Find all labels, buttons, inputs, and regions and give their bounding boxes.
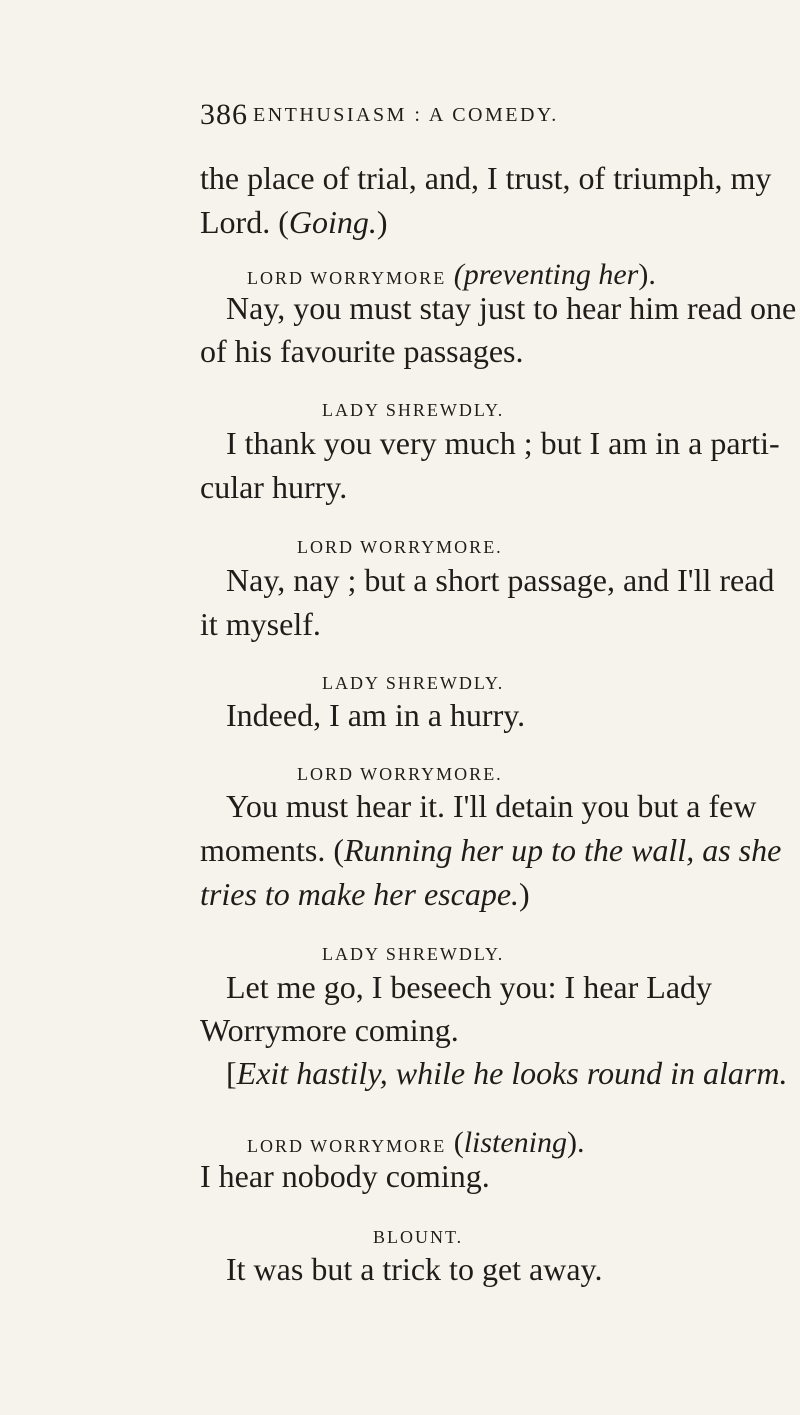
text-line: I thank you very much ; but I am in a parti- [226, 425, 780, 461]
text-line: Indeed, I am in a hurry. [226, 697, 526, 733]
text-line: It was but a trick to get away. [226, 1251, 603, 1287]
text-line: Let me go, I beseech you: I hear Lady [226, 969, 713, 1005]
text-line: it myself. [200, 606, 321, 642]
text-line: moments. (Running her up to the wall, as she [200, 832, 782, 868]
stage-direction: [Exit hastily, while he looks round in alarm. [226, 1055, 788, 1091]
speaker-heading: BLOUNT. [373, 1227, 464, 1247]
speaker-heading: LORD WORRYMORE. [297, 764, 503, 784]
speaker-heading: LADY SHREWDLY. [322, 944, 505, 964]
text-line: Worrymore coming. [200, 1012, 459, 1048]
text-line: You must hear it. I'll detain you but a few [226, 788, 757, 824]
text-line: Lord. (Going.) [200, 204, 388, 240]
text-line: Nay, nay ; but a short passage, and I'll read [226, 562, 775, 598]
text-line: the place of trial, and, I trust, of triumph, my [200, 160, 772, 196]
text-line: Nay, you must stay just to hear him read one [226, 290, 797, 326]
running-head: ENTHUSIASM : A COMEDY. [253, 104, 559, 126]
speaker-heading: LORD WORRYMORE. [297, 537, 503, 557]
speaker-heading: LORD WORRYMORE (preventing her). [247, 258, 656, 291]
text-line: I hear nobody coming. [200, 1158, 490, 1194]
text-line: of his favourite passages. [200, 333, 524, 369]
page-number: 386 [200, 98, 248, 131]
speaker-heading: LADY SHREWDLY. [322, 673, 505, 693]
speaker-heading: LADY SHREWDLY. [322, 400, 505, 420]
text-line: cular hurry. [200, 469, 348, 505]
text-line: tries to make her escape.) [200, 876, 530, 912]
speaker-heading: LORD WORRYMORE (listening). [247, 1126, 585, 1159]
